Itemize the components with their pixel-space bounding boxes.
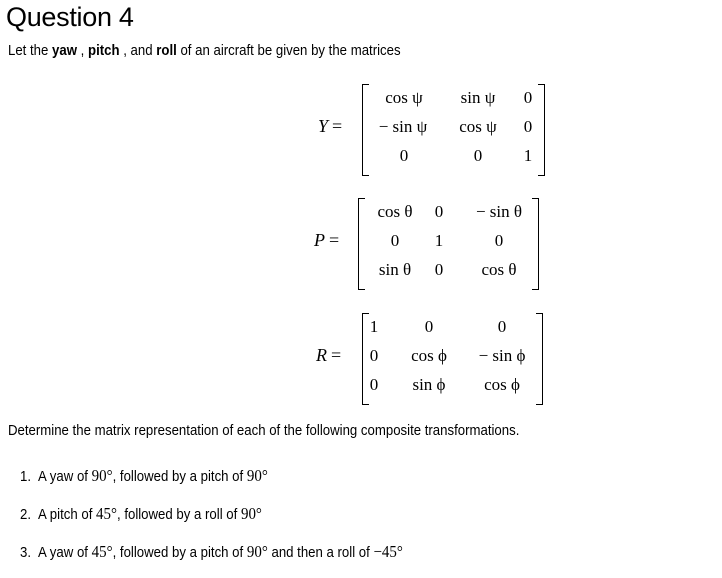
matrix-cell: 1 bbox=[434, 231, 444, 250]
task-item: 3. A yaw of 45°, followed by a pitch of 90° and then a roll of −45° bbox=[20, 542, 403, 561]
intro-pre: Let the bbox=[8, 42, 53, 59]
intro-sep2: , and bbox=[119, 42, 157, 59]
matrix-y-right-bracket bbox=[538, 84, 545, 176]
task-number: 3. bbox=[20, 544, 32, 561]
matrix-cell: cos ψ bbox=[459, 117, 497, 136]
matrix-cell: 0 bbox=[497, 317, 507, 336]
matrix-cell: 0 bbox=[434, 202, 444, 221]
term-yaw: yaw bbox=[52, 42, 77, 59]
matrix-cell: 0 bbox=[523, 117, 533, 136]
matrix-cell: cos ψ bbox=[385, 88, 423, 107]
matrix-y-label: Y = bbox=[318, 116, 343, 136]
matrix-cell: cos ϕ bbox=[411, 346, 447, 365]
angle-value: 90° bbox=[246, 466, 268, 485]
matrix-p-left-bracket bbox=[358, 198, 365, 290]
matrix-cell: 0 bbox=[494, 231, 504, 250]
matrix-cell: cos θ bbox=[481, 260, 517, 279]
angle-value: 90° bbox=[91, 466, 113, 485]
matrix-cell: 1 bbox=[523, 146, 533, 165]
matrix-cell: − sin ϕ bbox=[478, 346, 526, 365]
task-item: 1. A yaw of 90°, followed by a pitch of 90° bbox=[20, 466, 268, 485]
matrix-cell: cos ϕ bbox=[484, 375, 520, 394]
matrix-cell: 0 bbox=[369, 346, 379, 365]
matrix-cell: − sin θ bbox=[475, 202, 523, 221]
matrix-cell: cos θ bbox=[377, 202, 413, 221]
matrix-cell: 1 bbox=[369, 317, 379, 336]
angle-value: 90° bbox=[246, 542, 268, 561]
matrix-cell: 0 bbox=[434, 260, 444, 279]
question-heading: Question 4 bbox=[6, 2, 134, 32]
task-number: 1. bbox=[20, 468, 32, 485]
matrix-cell: 0 bbox=[399, 146, 409, 165]
matrix-cell: − sin ψ bbox=[378, 117, 428, 136]
task-item: 2. A pitch of 45°, followed by a roll of 90° bbox=[20, 504, 262, 523]
matrix-cell: 0 bbox=[369, 375, 379, 394]
term-roll: roll bbox=[156, 42, 177, 59]
instruction-text: Determine the matrix representation of each of the following composite transformations. bbox=[8, 422, 520, 439]
matrix-cell: sin ϕ bbox=[412, 375, 446, 394]
matrix-cell: sin θ bbox=[378, 260, 412, 279]
matrix-cell: 0 bbox=[473, 146, 483, 165]
intro-text bbox=[8, 42, 401, 59]
matrix-p-label: P = bbox=[314, 230, 340, 250]
matrix-cell: 0 bbox=[424, 317, 434, 336]
intro-sep1: , bbox=[76, 42, 89, 59]
matrix-r-label: R = bbox=[316, 345, 342, 365]
matrix-cell: 0 bbox=[523, 88, 533, 107]
angle-value: 45° bbox=[91, 542, 113, 561]
term-pitch: pitch bbox=[88, 42, 120, 59]
matrix-cell: 0 bbox=[390, 231, 400, 250]
task-number: 2. bbox=[20, 506, 32, 523]
matrix-cell: sin ψ bbox=[460, 88, 496, 107]
intro-post: of an aircraft be given by the matrices bbox=[176, 42, 401, 59]
angle-value: 45° bbox=[96, 504, 117, 523]
angle-value: −45° bbox=[373, 542, 403, 561]
angle-value: 90° bbox=[240, 504, 262, 523]
